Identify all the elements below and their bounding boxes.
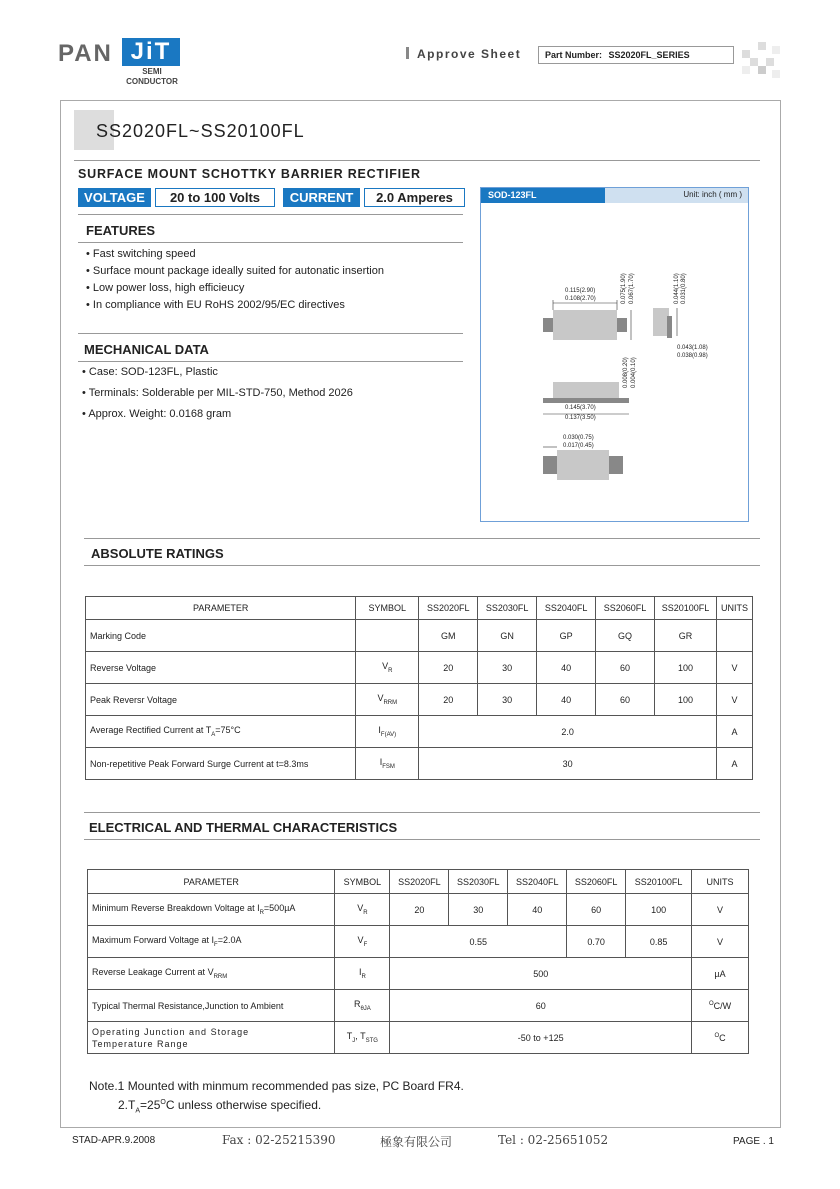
symbol-cell: $I_{F(AV)}$ [356,716,419,748]
mechanical-item: • Case: SOD-123FL, Plastic [82,366,218,378]
table-row [88,990,749,1022]
note-1: Note.1 Mounted with minmum recommended pas size, PC Board FR4. [89,1079,464,1093]
dim-d12: 0.137(3.50) [565,415,596,421]
header-cell: PARAMETER [88,870,335,894]
header-cell: SS2020FL [390,870,449,894]
param-cell: Typical Thermal Resistance,Junction to Ambient [88,990,335,1022]
dim-d4: 0.067(1.70) [629,273,635,304]
symbol-cell: $V_{RRM}$ [356,684,419,716]
voltage-value: 20 to 100 Volts [155,188,275,207]
header-cell: PARAMETER [86,597,356,620]
symbol-cell: $V_R$ [356,652,419,684]
value-cell: 60 [567,894,626,926]
part-number-label: Part Number: [545,50,603,60]
logo-sub1: SEMI [142,67,162,76]
voltage-label: VOLTAGE [78,188,151,207]
param-cell: Reverse Voltage [86,652,356,684]
value-cell: 100 [655,652,717,684]
symbol-cell: $I_R$ [335,958,390,990]
header-cell: SS2040FL [537,597,596,620]
param-cell: Marking Code [86,620,356,652]
param-cell: Average Rectified Current at $T_A=75^\circ C$ [86,716,356,748]
symbol-cell: $V_R$ [335,894,390,926]
value-cell: GR [655,620,717,652]
value-cell: 100 [655,684,717,716]
footer-page: PAGE . 1 [733,1136,774,1147]
unit-cell: $^O$C/W [692,990,749,1022]
dim-d5: 0.044(1.10) [674,273,680,304]
product-title: SS2020FL~SS20100FL [96,121,305,141]
value-cell: -50 to +125 [390,1022,692,1054]
value-cell: 2.0 [419,716,717,748]
value-cell: GQ [596,620,655,652]
param-cell: Reverse Leakage Current at $V_{RRM}$ [88,958,335,990]
value-cell: GN [478,620,537,652]
table-row [86,684,753,716]
dim-d11: 0.145(3.70) [565,405,596,411]
dim-d7: 0.043(1.08) [677,345,708,351]
dim-d1: 0.115(2.90) [565,288,596,294]
unit-cell: A [716,748,752,780]
footer-fax: Fax : 02-25215390 [222,1133,336,1147]
value-cell: GP [537,620,596,652]
value-cell: GM [419,620,478,652]
mechanical-heading: MECHANICAL DATA [84,342,209,357]
unit-cell [716,620,752,652]
value-cell: 20 [390,894,449,926]
value-cell: 30 [478,684,537,716]
header-cell: SS2030FL [449,870,508,894]
value-cell: 100 [626,894,692,926]
value-cell: 40 [508,894,567,926]
value-cell: 20 [419,684,478,716]
dim-d3: 0.075(1.90) [621,273,627,304]
header-cell: SS2060FL [567,870,626,894]
package-drawing-box [480,187,749,522]
feature-item: • Low power loss, high efficieucy [86,282,245,294]
logo-sub2: CONDUCTOR [126,77,178,86]
part-number-box [538,46,734,64]
dim-d10: 0.004(0.10) [631,357,637,388]
table-row [88,1022,749,1054]
checker-decoration [742,42,780,80]
symbol-cell: $R_{\theta JA}$ [335,990,390,1022]
features-top-line [78,214,463,215]
header-cell: UNITS [692,870,749,894]
logo-pan-text: PAN [58,40,113,67]
header-cell: SS2060FL [596,597,655,620]
param-cell: Maximum Forward Voltage at $I_F=2.0A$ [88,926,335,958]
product-subtitle: SURFACE MOUNT SCHOTTKY BARRIER RECTIFIER [78,167,421,181]
features-divider [78,242,463,243]
table-row [88,926,749,958]
param-cell: Non-repetitive Peak Forward Surge Current at t=8.3ms [86,748,356,780]
header-cell: UNITS [716,597,752,620]
absolute-heading: ABSOLUTE RATINGS [91,546,224,561]
value-cell: 500 [390,958,692,990]
header-cell: SS20100FL [626,870,692,894]
current-value: 2.0 Amperes [364,188,465,207]
feature-item: • Surface mount package ideally suited for autonatic insertion [86,265,384,277]
value-cell: 30 [419,748,717,780]
current-label: CURRENT [283,188,360,207]
value-cell: 60 [596,684,655,716]
unit-cell: V [716,652,752,684]
mechanical-divider [78,361,463,362]
header-cell: SS2030FL [478,597,537,620]
absolute-top-line [84,538,760,539]
footer-company: 極象有限公司 [380,1135,453,1149]
value-cell: 30 [449,894,508,926]
features-list [86,246,384,314]
footer-tel: Tel : 02-25651052 [498,1133,609,1147]
electrical-characteristics-table [87,869,749,1054]
electrical-heading: ELECTRICAL AND THERMAL CHARACTERISTICS [89,820,398,835]
dim-d8: 0.038(0.98) [677,353,708,359]
unit-cell: V [692,894,749,926]
table-header-row [88,870,749,894]
absolute-ratings-table [85,596,753,780]
value-cell: 0.70 [567,926,626,958]
header-cell: SS2040FL [508,870,567,894]
value-cell: 0.55 [390,926,567,958]
value-cell: 60 [596,652,655,684]
logo-subtext [122,67,182,87]
logo-jit-text: JiT [122,38,180,66]
title-divider [74,160,760,161]
table-row [86,716,753,748]
feature-item: • In compliance with EU RoHS 2002/95/EC directives [86,299,345,311]
package-name: SOD-123FL [481,188,605,203]
symbol-cell: $I_{FSM}$ [356,748,419,780]
dim-d14: 0.017(0.45) [563,443,594,449]
symbol-cell: $V_F$ [335,926,390,958]
unit-cell: V [692,926,749,958]
dim-d6: 0.031(0.80) [681,273,687,304]
electrical-divider [84,839,760,840]
package-header [481,188,748,203]
table-row [86,652,753,684]
symbol-cell [356,620,419,652]
mechanical-item: • Terminals: Solderable per MIL-STD-750, Method 2026 [82,387,353,399]
value-cell: 60 [390,990,692,1022]
table-header-row [86,597,753,620]
table-row [88,958,749,990]
footer-doc-id: STAD-APR.9.2008 [72,1135,156,1146]
table-row [88,894,749,926]
mechanical-item: • Approx. Weight: 0.0168 gram [82,408,232,420]
param-cell: Peak Reversr Voltage [86,684,356,716]
unit-cell: V [716,684,752,716]
table-row [86,748,753,780]
value-cell: 40 [537,652,596,684]
package-outline-drawing [481,204,748,522]
param-cell: Operating Junction and Storage Temperature Range [88,1022,335,1054]
value-cell: 20 [419,652,478,684]
value-cell: 40 [537,684,596,716]
symbol-cell: $T_J$, $T_{STG}$ [335,1022,390,1054]
header-cell: SYMBOL [356,597,419,620]
table-row [86,620,753,652]
unit-cell: $^O$C [692,1022,749,1054]
note-2: $2.T_A=25^OC$ unless otherwise specified. [118,1098,322,1115]
approve-sheet-label: Approve Sheet [406,47,521,61]
electrical-top-line [84,812,760,813]
part-number-value: SS2020FL_SERIES [608,50,690,60]
param-cell: Minimum Reverse Breakdown Voltage at $I_R=500\mu A$ [88,894,335,926]
header-cell: SS2020FL [419,597,478,620]
header-cell: SS20100FL [655,597,717,620]
dim-d2: 0.108(2.70) [565,296,596,302]
dim-d9: 0.008(0.20) [623,357,629,388]
header-cell: SYMBOL [335,870,390,894]
dim-d13: 0.030(0.75) [563,435,594,441]
mechanical-top-line [78,333,463,334]
absolute-divider [84,565,760,566]
feature-item: • Fast switching speed [86,248,196,260]
value-cell: 0.85 [626,926,692,958]
features-heading: FEATURES [86,223,156,238]
unit-cell: µA [692,958,749,990]
value-cell: 30 [478,652,537,684]
package-unit: Unit: inch ( mm ) [683,190,742,199]
unit-cell: A [716,716,752,748]
